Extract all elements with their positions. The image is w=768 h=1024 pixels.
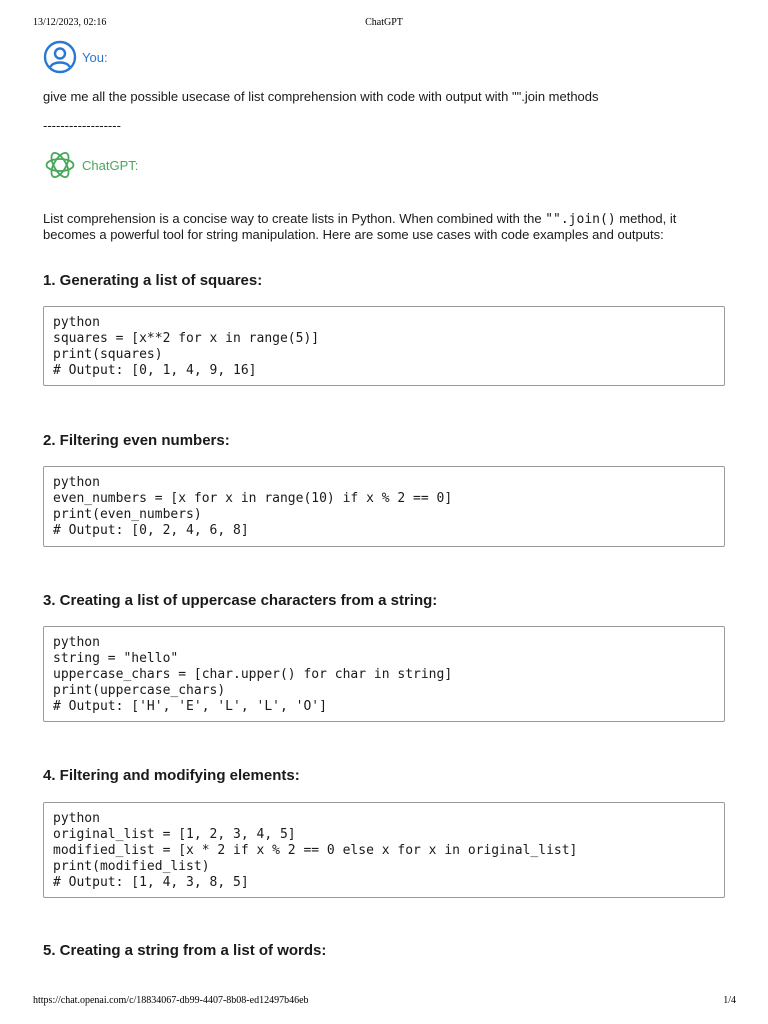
assistant-message-header	[43, 148, 138, 182]
intro-paragraph	[43, 211, 725, 242]
user-message-header	[43, 40, 108, 74]
code-line: # Output: [1, 4, 3, 8, 5]	[53, 875, 249, 890]
code-line: squares = [x**2 for x in range(5)]	[53, 331, 320, 346]
section-title: 3. Creating a list of uppercase characters from a string:	[43, 592, 438, 609]
section-title: 2. Filtering even numbers:	[43, 432, 230, 449]
code-line: python	[53, 635, 100, 650]
code-line: # Output: [0, 1, 4, 9, 16]	[53, 363, 257, 378]
user-name: You:	[82, 49, 108, 65]
code-block	[43, 466, 725, 547]
code-line: modified_list = [x * 2 if x % 2 == 0 else x for x in original_list]	[53, 843, 578, 858]
code-line: original_list = [1, 2, 3, 4, 5]	[53, 827, 296, 842]
user-prompt: give me all the possible usecase of list comprehension with code with output with "".join methods	[43, 89, 599, 104]
intro-inline-code: "".join()	[545, 212, 616, 227]
code-line: python	[53, 811, 100, 826]
code-line: # Output: ['H', 'E', 'L', 'L', 'O']	[53, 699, 327, 714]
code-line: string = "hello"	[53, 651, 179, 666]
footer-url: https://chat.openai.com/c/18834067-db99-4407-8b08-ed12497b46eb	[33, 995, 309, 1006]
code-block	[43, 626, 725, 722]
print-title: ChatGPT	[365, 17, 403, 28]
code-line: even_numbers = [x for x in range(10) if x % 2 == 0]	[53, 491, 453, 506]
intro-text-start: List comprehension is a concise way to create lists in Python. When combined with the	[43, 211, 546, 226]
code-line: print(squares)	[53, 347, 163, 362]
user-avatar-icon	[43, 40, 77, 74]
section-title: 1. Generating a list of squares:	[43, 272, 263, 289]
code-line: print(uppercase_chars)	[53, 683, 226, 698]
code-line: python	[53, 315, 100, 330]
code-line: print(even_numbers)	[53, 507, 202, 522]
message-divider: ------------------	[43, 118, 121, 133]
page-number: 1/4	[723, 995, 736, 1006]
intro-text-end: method, it becomes a powerful tool for string manipulation. Here are some use cases with code examples and outputs:	[43, 211, 677, 242]
code-line: # Output: [0, 2, 4, 6, 8]	[53, 523, 249, 538]
print-date: 13/12/2023, 02:16	[33, 17, 107, 28]
openai-logo-icon	[43, 148, 77, 182]
section-title: 4. Filtering and modifying elements:	[43, 767, 300, 784]
code-block	[43, 306, 725, 386]
assistant-name: ChatGPT:	[82, 157, 139, 173]
code-line: uppercase_chars = [char.upper() for char in string]	[53, 667, 453, 682]
code-line: python	[53, 475, 100, 490]
code-line: print(modified_list)	[53, 859, 210, 874]
section-title: 5. Creating a string from a list of words:	[43, 942, 327, 959]
code-block	[43, 802, 725, 898]
